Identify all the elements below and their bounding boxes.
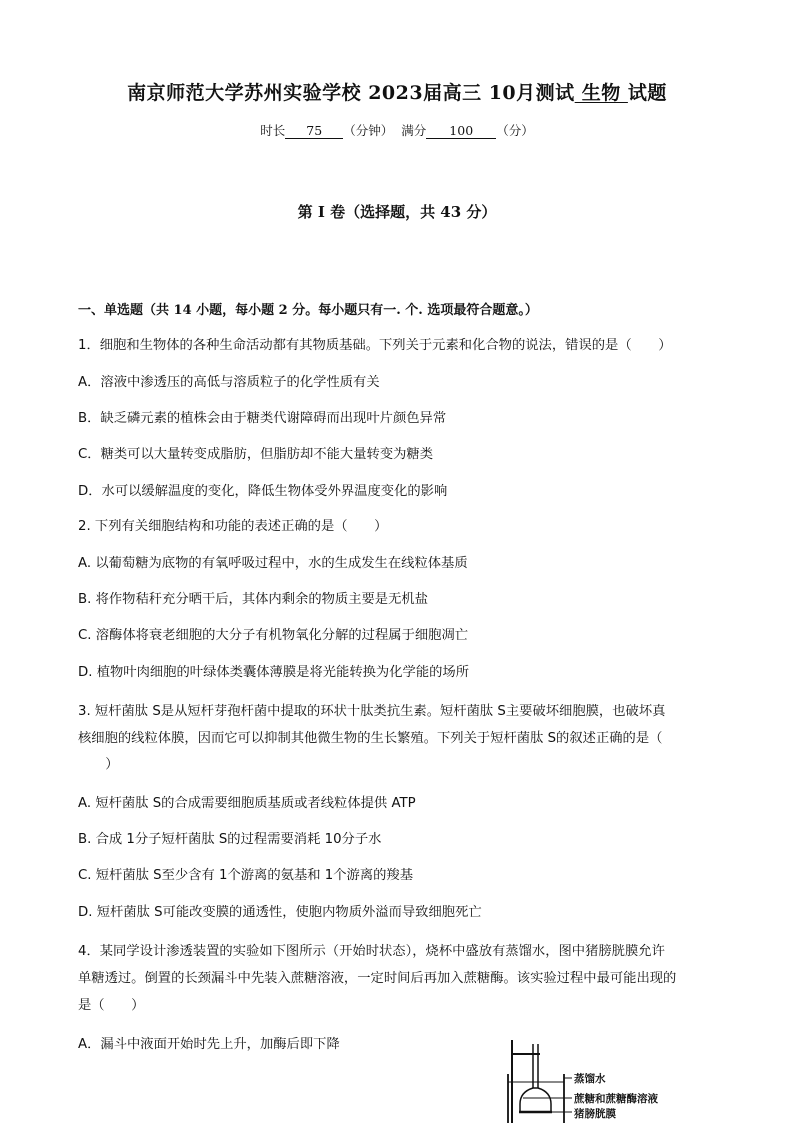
question-1-option-a: A．溶液中渗透压的高低与溶质粒子的化学性质有关	[78, 375, 380, 390]
score-value: 100	[426, 124, 496, 139]
question-2-option-a: A. 以葡萄糖为底物的有氧呼吸过程中，水的生成发生在线粒体基质	[78, 556, 468, 571]
question-4-option-a: A．漏斗中液面开始时先上升，加酶后即下降	[78, 1037, 340, 1052]
question-2-option-c: C. 溶酶体将衰老细胞的大分子有机物氧化分解的过程属于细胞凋亡	[78, 628, 469, 643]
exam-title-main: 南京师范大学苏州实验学校 2023届高三 10月测试	[127, 82, 575, 104]
question-4-stem-line-3: 是（ ）	[78, 998, 145, 1013]
question-1-option-b: B．缺乏磷元素的植株会由于糖类代谢障碍而出现叶片颜色异常	[78, 411, 447, 426]
section-title: 第 I 卷（选择题，共 43 分）	[297, 203, 497, 221]
question-4-stem-line-1: 4．某同学设计渗透装置的实验如下图所示（开始时状态），烧杯中盛放有蒸馏水，图中猪膀胱膜允许	[78, 944, 665, 959]
question-3-option-a: A. 短杆菌肽 S的合成需要细胞质基质或者线粒体提供 ATP	[78, 796, 416, 811]
score-label: 满分	[401, 123, 427, 138]
time-value: 75	[285, 124, 343, 139]
question-3-option-b: B. 合成 1分子短杆菌肽 S的过程需要消耗 10分子水	[78, 832, 382, 847]
question-4-stem-line-2: 单糖透过。倒置的长颈漏斗中先装入蔗糖溶液，一定时间后再加入蔗糖酶。该实验过程中最可能出现的	[78, 971, 677, 986]
exam-title-suffix: 试题	[627, 82, 667, 104]
question-3-stem-line-3: ）	[92, 757, 119, 772]
question-1-option-c: C．糖类可以大量转变成脂肪，但脂肪却不能大量转变为糖类	[78, 447, 434, 462]
question-2-option-d: D. 植物叶肉细胞的叶绿体类囊体薄膜是将光能转换为化学能的场所	[78, 665, 470, 680]
question-1-option-d: D．水可以缓解温度的变化，降低生物体受外界温度变化的影响	[78, 484, 448, 499]
label-distilled-water: 蒸馏水	[574, 1073, 606, 1085]
osmosis-apparatus-diagram	[490, 1030, 690, 1123]
exam-subject: 生物	[574, 82, 628, 104]
question-2-stem: 2. 下列有关细胞结构和功能的表述正确的是（ ）	[78, 519, 388, 534]
exam-meta	[0, 121, 794, 139]
question-2-option-b: B. 将作物秸秆充分晒干后，其体内剩余的物质主要是无机盐	[78, 592, 428, 607]
time-unit: （分钟）	[343, 123, 394, 138]
question-3-stem-line-2: 核细胞的线粒体膜，因而它可以抑制其他微生物的生长繁殖。下列关于短杆菌肽 S的叙述正确的是（	[78, 731, 663, 746]
question-1-stem: 1．细胞和生物体的各种生命活动都有其物质基础。下列关于元素和化合物的说法，错误的是（ ）	[78, 338, 672, 353]
score-unit: （分）	[496, 123, 534, 138]
part-heading: 一、单选题（共 14 小题，每小题 2 分。每小题只有一. 个. 选项最符合题意。）	[78, 303, 538, 318]
exam-title	[0, 78, 794, 105]
time-label: 时长	[260, 123, 286, 138]
label-sucrose-solution: 蔗糖和蔗糖酶溶液	[574, 1093, 658, 1105]
question-3-stem-line-1: 3. 短杆菌肽 S是从短杆芽孢杆菌中提取的环状十肽类抗生素。短杆菌肽 S主要破坏细胞膜，也破坏真	[78, 704, 666, 719]
label-bladder-membrane: 猪膀胱膜	[574, 1108, 616, 1120]
question-3-option-c: C. 短杆菌肽 S至少含有 1个游离的氨基和 1个游离的羧基	[78, 868, 414, 883]
question-3-option-d: D. 短杆菌肽 S可能改变膜的通透性，使胞内物质外溢而导致细胞死亡	[78, 905, 482, 920]
